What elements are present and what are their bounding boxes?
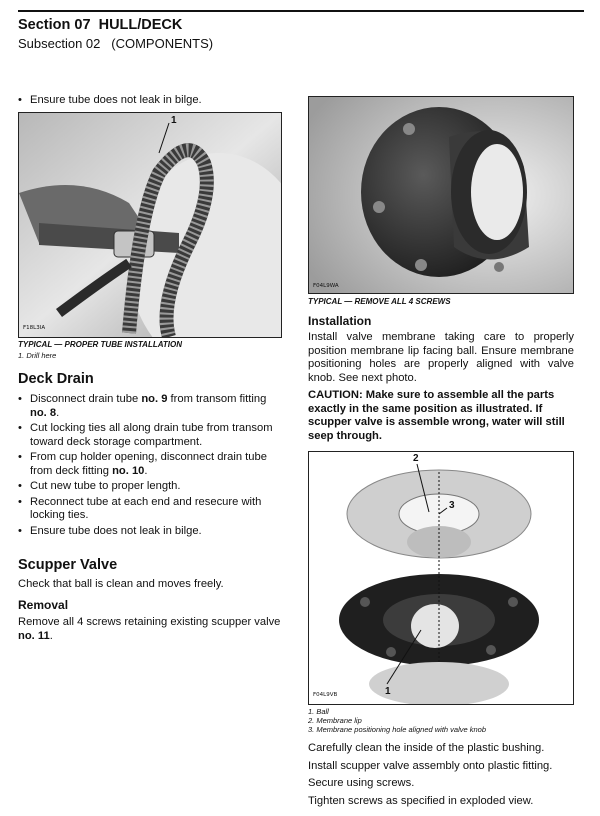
deck-drain-step-bold2: no. 8 [30,406,57,419]
header-rule [18,10,584,12]
deck-drain-step-bold: no. 10 [112,464,145,477]
subsection-number: Subsection 02 [18,36,101,51]
scupper-photo-illustration [309,97,573,293]
step-text: Secure using screws. [308,777,415,789]
section-number: Section 07 [18,17,91,33]
installation-text: Install valve membrane taking care to properly position membrane lip facing ball. Ensure membrane positioning holes are properly aligned with valve knob. See next photo. [308,331,574,384]
scupper-valve-photo [308,96,574,294]
deck-drain-step-pre: Disconnect drain tube [30,393,142,405]
figure3-ref-code: F04L9VB [313,692,338,698]
deck-drain-step [18,480,284,494]
removal-heading: Removal [18,598,69,612]
removal-text-main: Remove all 4 screws retaining existing scupper valve [18,616,281,628]
intro-bullet: • Ensure tube does not leak in bilge. [18,94,288,108]
deck-drain-steps [18,393,284,540]
deck-drain-step [18,525,284,539]
subsection-title: (COMPONENTS) [111,36,214,51]
deck-drain-step-pre: From cup holder opening, disconnect drain tube from deck fitting [30,451,267,477]
deck-drain-step-post: . [144,464,148,477]
figure3-legend-item: 2. Membrane lip [308,716,362,725]
tube-installation-photo [18,112,282,338]
figure3-legend-item: 1. Ball [308,707,329,716]
figure1-callout-1: 1 [171,115,177,126]
deck-drain-step-pre: Ensure tube does not leak in bilge. [30,524,202,537]
scupper-valve-text: Check that ball is clean and moves freely. [18,578,224,590]
deck-drain-step [18,422,284,449]
figure2-caption: TYPICAL — REMOVE ALL 4 SCREWS [308,297,451,306]
scupper-valve-heading: Scupper Valve [18,557,118,573]
figure3-callout-1: 1 [385,686,391,697]
caution-text: Make sure to assemble all the parts exactly in the same position as illustrated. If scupper valve is assemble wrong, water will still seep through. [308,389,565,442]
installation-steps [308,740,578,810]
deck-drain-step [18,451,284,478]
deck-drain-step-bold: no. 9 [141,393,168,405]
figure1-legend: 1. Drill here [18,351,57,360]
step-text: Carefully clean the inside of the plastic bushing. [308,742,545,754]
step-text: Tighten screws as specified in exploded view. [308,794,534,807]
deck-drain-step-pre: Cut new tube to proper length. [30,480,181,492]
figure3-callout-3: 3 [449,500,455,511]
deck-drain-step [18,496,284,523]
deck-drain-step-post2: . [56,406,60,419]
section-heading [18,17,182,33]
deck-drain-step-post: from transom fitting [167,393,267,405]
figure1-caption: TYPICAL — PROPER TUBE INSTALLATION [18,340,183,349]
removal-text-end: . [49,629,53,642]
step-text: Install scupper valve assembly onto plastic fitting. [308,759,553,772]
tube-photo-illustration [19,113,281,337]
subsection-heading [18,36,213,51]
figure2-ref-code: F04L9WA [313,283,339,289]
figure1-ref-code: F18L3IA [23,325,46,331]
removal-text [18,616,284,643]
figure3-legend [308,707,486,734]
section-title: HULL/DECK [98,17,183,33]
caution-block [308,389,574,443]
deck-drain-step-pre: Cut locking ties all along drain tube from transom toward deck storage compartment. [30,422,273,448]
figure3-legend-item: 3. Membrane positioning hole aligned with valve knob [308,725,487,734]
installation-heading: Installation [308,314,372,328]
intro-bullet-list [18,94,288,110]
membrane-photo-illustration [309,452,573,704]
membrane-assembly-photo [308,451,574,705]
deck-drain-heading: Deck Drain [18,371,94,387]
deck-drain-step [18,393,284,420]
figure3-callout-2: 2 [413,453,419,464]
caution-label: CAUTION: [308,389,363,401]
deck-drain-step-pre: Reconnect tube at each end and resecure with locking ties. [30,495,262,521]
removal-part-number: no. 11 [18,629,50,642]
